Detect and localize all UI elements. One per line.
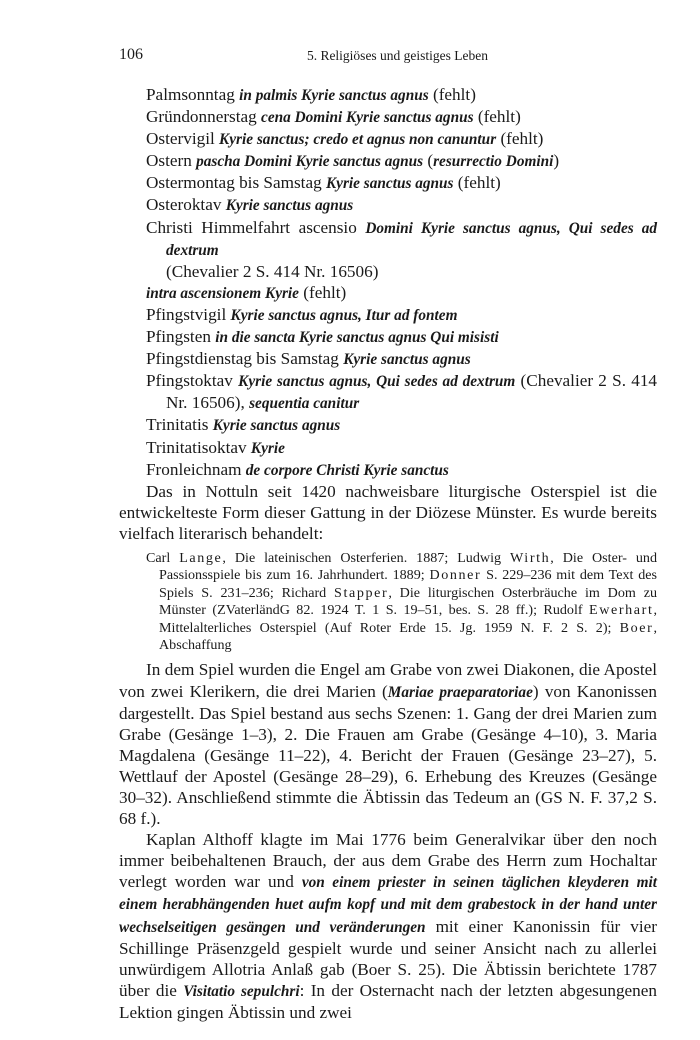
feast-line: Osteroktav Kyrie sanctus agnus	[146, 195, 354, 215]
page-header	[119, 46, 658, 68]
bibliography-note: Carl Lange, Die lateinischen Osterferien. 1887; Ludwig Wirth, Die Oster- und Passionsspiele bis zum 16. Jahrhundert. 1889; Donner S. 229–236 mit dem Text des Spiels S. 231–236; Richard Stapper, Die liturgischen Osterbräuche im Dom zu Münster (ZVaterländG 82. 1924 T. 1 S. 19–51, bes. S. 28 ff.); Rudolf Ewerhart, Mittelalterliches Osterspiel (Auf Roter Erde 15. Jg. 1959 N. F. 2 S. 2); Boer, Abschaffung	[146, 549, 658, 653]
paragraph-osterspiel-intro: Das in Nottuln seit 1420 nachweisbare liturgische Osterspiel ist die entwickelteste Form dieser Gattung in der Diözese Münster. Es wurde bereits vielfach literarisch behandelt:	[119, 481, 657, 543]
feast-line: Ostermontag bis Samstag Kyrie sanctus agnus (fehlt)	[146, 173, 501, 193]
feast-line: Christi Himmelfahrt ascensio Domini Kyrie sanctus agnus, Qui sedes ad dextrum (Chevalier 2 S. 414 Nr. 16506)	[146, 217, 658, 281]
page-number: 106	[119, 46, 143, 63]
feast-line: Palmsonntag in palmis Kyrie sanctus agnus (fehlt)	[146, 85, 476, 104]
feast-line: Trinitatisoktav Kyrie	[146, 437, 285, 457]
feast-line: Pfingstvigil Kyrie sanctus agnus, Itur ad fontem	[146, 304, 458, 324]
feast-line: Trinitatis Kyrie sanctus agnus	[146, 415, 341, 435]
feast-line: Gründonnerstag cena Domini Kyrie sanctus agnus (fehlt)	[146, 107, 521, 127]
feast-line: Pfingstdienstag bis Samstag Kyrie sanctus agnus	[146, 349, 471, 369]
feast-line: Fronleichnam de corpore Christi Kyrie sanctus	[146, 459, 449, 479]
feast-line: Pfingsten in die sancta Kyrie sanctus agnus Qui misisti	[146, 327, 499, 347]
feast-line: Ostervigil Kyrie sanctus; credo et agnus non canuntur (fehlt)	[146, 129, 544, 149]
paragraph-spiel-szenen: In dem Spiel wurden die Engel am Grabe von zwei Diakonen, die Apostel von zwei Klerikern, die drei Marien (Mariae praeparatoriae) von Kanonissen dargestellt. Das Spiel bestand aus sechs Szenen: 1. Gang der drei Marien zum Grabe (Gesänge 1–3), 2. Die Frauen am Grabe (Gesänge 4–10), 3. Maria Magdalena (Gesänge 11–22), 4. Bericht der Frauen (Gesänge 23–27), 5. Wettlauf der Apostel (Gesänge 28–29), 6. Erhebung des Kreuzes (Gesänge 30–32). Anschließend stimmte die Äbtissin das Tedeum an (GS N. F. 37,2 S. 68 f.).	[119, 660, 658, 829]
running-title: 5. Religiöses und geistiges Leben	[306, 48, 489, 63]
page-body	[119, 84, 657, 1023]
feast-line: Ostern pascha Domini Kyrie sanctus agnus (resurrectio Domini)	[146, 151, 560, 171]
paragraph-althoff-klage: Kaplan Althoff klagte im Mai 1776 beim Generalvikar über den noch immer beibehaltenen Brauch, der aus dem Grabe des Herrn zum Hochaltar verlegt worden war und von einem priester in seinen täglichen kleyderen mit einem herabhängenden huet aufm kopf und mit dem grabestock in der hand unter wechselseitigen gesängen und veränderungen mit einer Kanonissin für vier Schillinge Präsenzgeld gespielt wurde und seiner Ansicht nach zu allerlei unwürdigem Allotria Anlaß gab (Boer S. 25). Die Äbtissin berichtete 1787 über die Visitatio sepulchri: In der Osternacht nach der letzten abgesungenen Lektion gingen Äbtissin und zwei	[119, 830, 658, 1022]
feast-line: intra ascensionem Kyrie (fehlt)	[146, 282, 347, 302]
feast-line: Pfingstoktav Kyrie sanctus agnus, Qui sedes ad dextrum (Chevalier 2 S. 414 Nr. 16506), sequentia canitur	[146, 371, 658, 413]
feast-list	[119, 84, 657, 481]
